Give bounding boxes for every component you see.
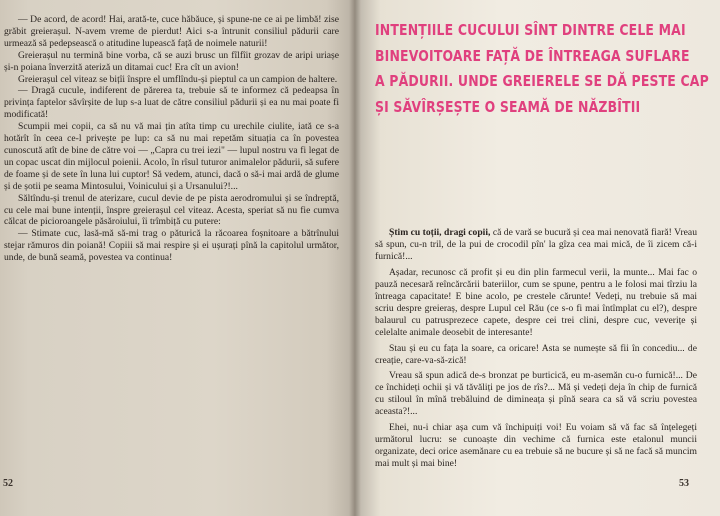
lead-bold-text: Știm cu toții, dragi copii, xyxy=(389,227,491,238)
right-paragraph: Ehei, nu-i chiar așa cum vă închipuiți voi! Eu voiam să vă fac să înțelegeți următorul lucru: se cunoaște din vechime că furnica este etalonul muncii organizate, deci orice asemănare cu ea trebuie să ne bucure și să ne facă să muncim mai mult și mai bine! xyxy=(375,422,697,470)
left-paragraph: — De acord, de acord! Hai, arată-te, cuce hăbăuce, și spune-ne ce ai pe limbă! zise grăbit greierașul. N-avem vreme de pierdut! Aici s-a întrunit consiliul pădurii care urmează să pedepsească o atitudine lupească față de noimele naturii! xyxy=(4,14,339,49)
chapter-heading-line: ȘI SĂVÎRȘEȘTE O SEAMĂ DE NĂZBÎTII xyxy=(375,97,641,116)
left-page-text xyxy=(4,14,339,264)
page-number-right: 53 xyxy=(679,478,689,489)
right-page-text xyxy=(375,227,697,474)
right-page xyxy=(355,0,720,516)
page-number-left: 52 xyxy=(3,478,13,489)
left-paragraph: Scumpii mei copii, ca să nu vă mai țin atîta timp cu urechile ciulite, iată ce s-a hotărît în ceea ce-l privește pe lup: ca să nu mai repetăm situația ca în povestea cunoscută atît de bine de către voi — „Capra cu trei iezi" — lupul nostru va fi legat de un copac uscat din mijlocul poienii. Acolo, în rîsul tuturor animalelor pădurii, să sufere de foame și de sete în luna lui cuptor! Să vedem, atunci, dacă o să-i mai ardă de glume și de șotii pe seama Mintosului, Voinicului și a Ursanului?!... xyxy=(4,121,339,192)
left-paragraph: Greierașul cel viteaz se bițîi înspre el umflîndu-și pieptul ca un campion de haltere. xyxy=(18,73,338,85)
left-page xyxy=(0,0,355,516)
chapter-heading xyxy=(375,18,709,120)
book-gutter xyxy=(349,0,361,516)
right-paragraph: Așadar, recunosc că profit și eu din plin farmecul verii, la munte... Mai fac o pauză necesară reîncărcării bateriilor, cum se spune, pentru a le folosi mai tîrziu la întreaga capacitate! E bine acolo, pe crestele cărunte! Vedeți, nu trebuie să mai scriu despre greieraș, despre Lupul cel Rău (ce s-o fi mai întîmplat cu el?), despre balaurul cu patrusprezece capete, despre cei trei clini, despre cuc, veverițe și celelalte animale deosebit de interesante! xyxy=(375,266,697,338)
chapter-heading-line: INTENȚIILE CUCULUI SÎNT DINTRE CELE MAI xyxy=(375,21,686,39)
left-paragraph: — Dragă cucule, indiferent de părerea ta, trebuie să te informez că pedeapsa în privința faptelor săvîrșite de lup s-a luat de către consiliul pădurii și ea nu mai poate fi modificată! xyxy=(4,85,339,121)
left-paragraph: Săltîndu-și trenul de aterizare, cucul devie de pe pista aerodromului și se îndreptă, cu cele mai bune intenții, înspre greierașul cel viteaz. Acesta, speriat să nu fie cumva călcat de picioroangele păsăroiului, îi trîmbiță cu putere: xyxy=(4,192,339,228)
chapter-heading-line: A PĂDURII. UNDE GREIERELE SE DĂ PESTE CAP xyxy=(375,72,709,91)
lead-paragraph-text: că de vară se bucură și cea mai nenovată fiară! Vreau să spun, cu-n tril, de la pui de crocodil pîn' la gîza cea mai mică, de îi zicem că-i furnică!... xyxy=(375,227,697,262)
chapter-heading-line: BINEVOITOARE FAȚĂ DE ÎNTREAGA SUFLARE xyxy=(375,46,690,65)
right-paragraph: Vreau să spun adică de-s bronzat pe burticică, eu m-asemăn cu-o furnică!... De ce închideți ochii și vă tăvăliți pe jos de rîs?... Mă și vedeți deja în chip de furnică cu stiloul în mînă trebăluind de dimineața și pînă seara ca să vă scriu povestea aceasta?!... xyxy=(375,370,697,418)
left-paragraph: Greierașul nu termină bine vorba, că se auzi brusc un fîlfîit grozav de aripi uriașe și-n poiana înverzită ateriză un ditamai cuc! Era cît un avion! xyxy=(4,49,339,73)
right-paragraph xyxy=(375,227,697,263)
left-paragraph: — Stimate cuc, lasă-mă să-mi trag o păturică la răcoarea foșnitoare a bătrînului stejar rămuros din poiană! Copiii să mai respire și ei ușurați pînă la capitolul următor, unde, de bună seamă, povestea va continua! xyxy=(4,228,339,264)
right-paragraph: Stau și eu cu fața la soare, ca oricare! Asta se numește să fii în concediu... de creație, care-va-să-zică! xyxy=(375,342,697,366)
